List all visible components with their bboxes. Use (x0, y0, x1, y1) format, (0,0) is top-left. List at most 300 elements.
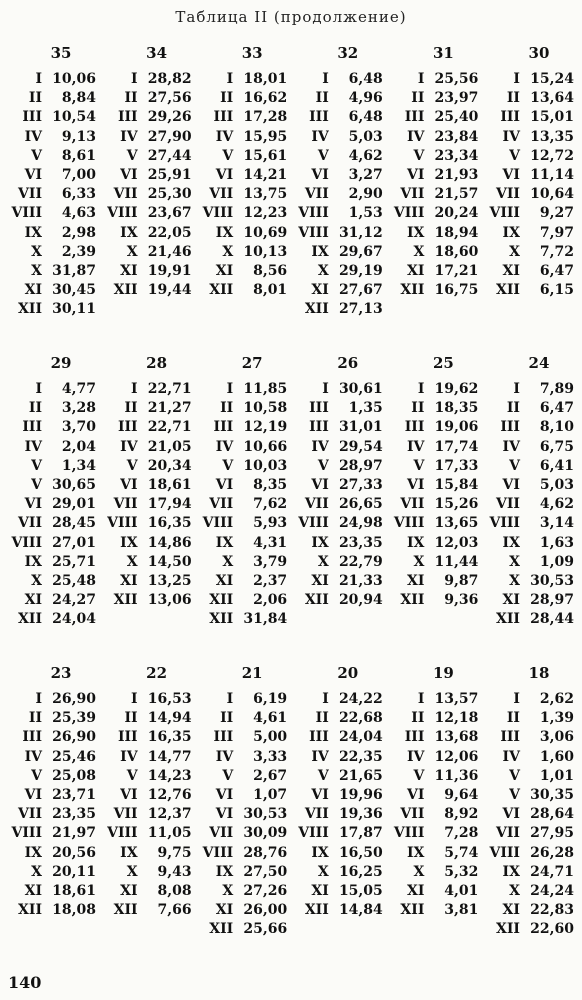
cell-value: 15,95 (243, 128, 288, 145)
cell-value: 8,84 (61, 90, 96, 107)
table-row (486, 147, 578, 166)
month-numeral: I (131, 691, 138, 707)
cell-value: 11,05 (147, 825, 192, 842)
cell-value: 1,09 (539, 553, 574, 570)
cell-value: 10,06 (52, 71, 96, 87)
cell-value: 20,11 (52, 863, 96, 880)
cell-value: 27,90 (147, 128, 192, 145)
month-numeral: II (124, 710, 138, 727)
cell-value: 1,63 (539, 534, 574, 551)
cell-value: 4,63 (61, 205, 96, 222)
cell-value: 3,28 (61, 400, 96, 417)
month-numeral: I (35, 691, 42, 707)
table-row (199, 281, 291, 300)
month-numeral: VII (496, 496, 520, 513)
table-row (390, 262, 482, 281)
month-numeral: I (417, 691, 425, 707)
table-column (199, 660, 291, 939)
table-row (486, 438, 578, 457)
table-row (104, 128, 196, 147)
table-row (295, 399, 387, 418)
cell-value: 16,35 (147, 515, 192, 532)
month-numeral: IV (311, 128, 329, 145)
cell-value: 2,37 (253, 572, 288, 589)
month-numeral: X (509, 882, 520, 899)
month-numeral: VII (400, 496, 425, 513)
month-numeral: VI (406, 786, 425, 803)
cell-value: 13,65 (434, 515, 479, 532)
cell-value: 7,62 (253, 496, 288, 513)
month-numeral: VIII (298, 825, 329, 842)
month-numeral: VI (502, 166, 520, 183)
table-row (295, 166, 387, 185)
cell-value: 6,47 (539, 400, 574, 417)
table-row (199, 166, 291, 185)
cell-value: 25,56 (434, 71, 479, 87)
cell-value: 8,35 (253, 476, 288, 493)
month-numeral: IV (215, 748, 234, 765)
month-numeral: IX (502, 534, 520, 551)
month-numeral: VII (18, 515, 42, 532)
table-row (295, 128, 387, 147)
table-row (8, 572, 100, 591)
month-numeral: III (22, 109, 42, 126)
table-row (199, 882, 291, 901)
cell-value: 24,98 (338, 515, 383, 532)
cell-value: 21,27 (147, 400, 192, 417)
table-row (104, 204, 196, 223)
column-header: 35 (50, 44, 72, 62)
table-row (295, 108, 387, 127)
month-numeral: VI (24, 786, 42, 803)
table-row (199, 399, 291, 418)
table-row (486, 805, 578, 824)
month-numeral: X (317, 262, 329, 279)
table-row (295, 591, 387, 610)
month-numeral: VI (120, 476, 138, 493)
table-row (104, 709, 196, 728)
table-row (295, 70, 387, 89)
table-row (390, 128, 482, 147)
cell-value: 10,03 (243, 457, 288, 474)
month-numeral: IV (24, 748, 42, 765)
table-row (199, 495, 291, 514)
table-row (199, 70, 291, 89)
month-numeral: VI (311, 786, 329, 803)
cell-value: 28,64 (530, 806, 574, 823)
cell-value: 23,97 (434, 90, 479, 107)
month-numeral: V (222, 147, 234, 164)
table-row (8, 147, 100, 166)
table-row (104, 166, 196, 185)
cell-value: 30,11 (52, 301, 96, 318)
month-numeral: VII (113, 806, 138, 823)
table-row (390, 709, 482, 728)
month-numeral: V (413, 147, 425, 164)
cell-value: 14,77 (147, 748, 192, 765)
cell-value: 6,19 (253, 691, 288, 707)
cell-value: 14,94 (147, 710, 192, 727)
cell-value: 9,36 (444, 592, 479, 609)
month-numeral: X (509, 553, 520, 570)
month-numeral: II (124, 90, 138, 107)
table-row (486, 553, 578, 572)
month-numeral: XII (400, 902, 425, 919)
month-numeral: VI (406, 166, 425, 183)
month-numeral: X (31, 863, 42, 880)
cell-value: 28,45 (52, 515, 96, 532)
cell-value: 24,71 (530, 863, 574, 880)
month-numeral: X (31, 243, 42, 260)
month-numeral: XII (209, 611, 234, 628)
month-numeral: II (124, 400, 138, 417)
cell-value: 23,67 (147, 205, 192, 222)
column-header: 25 (432, 354, 454, 372)
month-numeral: III (22, 419, 42, 436)
table-row (486, 572, 578, 591)
month-numeral: VII (304, 496, 329, 513)
table-row (295, 438, 387, 457)
cell-value: 25,66 (243, 921, 288, 938)
month-numeral: XII (18, 611, 42, 628)
cell-value: 24,24 (530, 882, 574, 899)
table-row (199, 476, 291, 495)
table-row (199, 204, 291, 223)
cell-value: 6,47 (539, 262, 574, 279)
month-numeral: XII (209, 282, 234, 299)
table-row (199, 380, 291, 399)
table-row (390, 844, 482, 863)
table-block-3 (8, 660, 578, 939)
table-row (104, 786, 196, 805)
cell-value: 25,48 (52, 572, 96, 589)
cell-value: 9,43 (157, 863, 192, 880)
table-row (486, 380, 578, 399)
cell-value: 27,13 (338, 301, 383, 318)
table-row (8, 128, 100, 147)
month-numeral: X (31, 572, 42, 589)
table-row (486, 534, 578, 553)
cell-value: 27,01 (52, 534, 96, 551)
table-row (104, 863, 196, 882)
month-numeral: III (309, 400, 329, 417)
cell-value: 25,40 (434, 109, 479, 126)
table-row (8, 204, 100, 223)
table-row (295, 824, 387, 843)
cell-value: 22,71 (147, 381, 192, 397)
cell-value: 19,96 (338, 786, 383, 803)
month-numeral: VIII (489, 205, 520, 222)
cell-value: 30,53 (243, 806, 288, 823)
month-numeral: X (31, 262, 42, 279)
cell-value: 3,81 (444, 902, 479, 919)
month-numeral: IV (120, 438, 138, 455)
column-header: 34 (146, 44, 168, 62)
cell-value: 19,62 (434, 381, 479, 397)
table-row (199, 147, 291, 166)
table-row (8, 553, 100, 572)
table-row (104, 690, 196, 709)
month-numeral: X (222, 243, 234, 260)
table-row (295, 748, 387, 767)
table-row (104, 767, 196, 786)
cell-value: 31,01 (338, 419, 383, 436)
month-numeral: VIII (393, 205, 425, 222)
table-row (486, 418, 578, 437)
cell-value: 6,48 (348, 71, 383, 87)
month-numeral: XI (406, 262, 425, 279)
table-row (199, 418, 291, 437)
month-numeral: IV (215, 438, 234, 455)
table-row (8, 805, 100, 824)
cell-value: 16,50 (338, 844, 383, 861)
table-row (295, 204, 387, 223)
month-numeral: VIII (107, 825, 138, 842)
cell-value: 5,93 (253, 515, 288, 532)
month-numeral: IX (502, 863, 520, 880)
table-row (486, 457, 578, 476)
month-numeral: XI (311, 882, 329, 899)
table-row (104, 728, 196, 747)
cell-value: 1,39 (539, 710, 574, 727)
month-numeral: I (513, 691, 520, 707)
month-numeral: VI (215, 806, 234, 823)
month-numeral: XI (406, 572, 425, 589)
cell-value: 16,35 (147, 729, 192, 746)
month-numeral: VIII (393, 825, 425, 842)
cell-value: 12,03 (434, 534, 479, 551)
month-numeral: II (506, 400, 520, 417)
column-header: 31 (432, 44, 454, 62)
table-column (390, 350, 482, 629)
cell-value: 26,00 (243, 902, 288, 919)
table-row (104, 70, 196, 89)
cell-value: 26,90 (52, 691, 96, 707)
cell-value: 16,25 (338, 863, 383, 880)
month-numeral: IX (502, 224, 520, 241)
column-rows (295, 380, 387, 610)
month-numeral: I (35, 71, 42, 87)
table-row (8, 70, 100, 89)
month-numeral: IX (120, 224, 138, 241)
month-numeral: VII (18, 186, 42, 203)
month-numeral: II (315, 90, 329, 107)
table-row (390, 863, 482, 882)
table-row (8, 89, 100, 108)
cell-value: 17,33 (434, 457, 479, 474)
cell-value: 7,00 (61, 166, 96, 183)
table-row (199, 185, 291, 204)
month-numeral: VI (311, 166, 329, 183)
month-numeral: VIII (298, 224, 329, 241)
cell-value: 4,77 (61, 381, 96, 397)
month-numeral: I (322, 381, 329, 397)
month-numeral: VI (24, 496, 42, 513)
month-numeral: III (213, 109, 234, 126)
table-row (295, 882, 387, 901)
cell-value: 26,28 (530, 844, 574, 861)
table-row (104, 185, 196, 204)
table-row (8, 418, 100, 437)
table-row (104, 748, 196, 767)
column-rows (486, 70, 578, 300)
cell-value: 2,06 (253, 592, 288, 609)
table-row (8, 399, 100, 418)
column-rows (104, 690, 196, 920)
cell-value: 13,57 (434, 691, 479, 707)
table-row (104, 844, 196, 863)
table-row (8, 281, 100, 300)
cell-value: 27,95 (530, 825, 574, 842)
month-numeral: XII (304, 902, 329, 919)
cell-value: 29,01 (52, 496, 96, 513)
cell-value: 2,04 (61, 438, 96, 455)
month-numeral: V (509, 786, 520, 803)
cell-value: 19,36 (338, 806, 383, 823)
table-row (104, 380, 196, 399)
table-column (8, 350, 100, 629)
cell-value: 30,09 (243, 825, 288, 842)
table-row (390, 243, 482, 262)
column-header: 33 (241, 44, 263, 62)
table-column (199, 40, 291, 319)
table-row (486, 399, 578, 418)
cell-value: 3,27 (348, 166, 383, 183)
table-row (8, 476, 100, 495)
month-numeral: VIII (107, 205, 138, 222)
column-rows (104, 70, 196, 300)
cell-value: 10,54 (52, 109, 96, 126)
cell-value: 27,56 (147, 90, 192, 107)
month-numeral: II (506, 90, 520, 107)
cell-value: 31,84 (243, 611, 288, 628)
month-numeral: XII (209, 921, 234, 938)
month-numeral: XII (496, 282, 520, 299)
table-row (8, 863, 100, 882)
column-rows (199, 70, 291, 300)
cell-value: 26,65 (338, 496, 383, 513)
month-numeral: II (220, 90, 234, 107)
month-numeral: VI (215, 476, 234, 493)
table-row (8, 300, 100, 319)
cell-value: 22,71 (147, 419, 192, 436)
cell-value: 18,35 (434, 400, 479, 417)
table-row (199, 748, 291, 767)
cell-value: 2,62 (539, 691, 574, 707)
month-numeral: X (126, 553, 138, 570)
table-column (104, 40, 196, 319)
table-row (486, 224, 578, 243)
month-numeral: V (31, 476, 42, 493)
month-numeral: VIII (11, 205, 42, 222)
cell-value: 23,35 (338, 534, 383, 551)
table-row (104, 243, 196, 262)
cell-value: 18,01 (243, 71, 288, 87)
month-numeral: XII (400, 282, 425, 299)
cell-value: 31,87 (52, 262, 96, 279)
column-rows (486, 380, 578, 629)
table-row (199, 901, 291, 920)
table-column (295, 350, 387, 629)
cell-value: 4,96 (348, 90, 383, 107)
table-row (486, 70, 578, 89)
table-row (295, 224, 387, 243)
month-numeral: IX (311, 844, 329, 861)
month-numeral: VII (496, 825, 520, 842)
table-row (104, 476, 196, 495)
month-numeral: I (417, 381, 425, 397)
month-numeral: XI (24, 592, 42, 609)
month-numeral: XI (502, 592, 520, 609)
cell-value: 27,44 (147, 147, 192, 164)
month-numeral: II (506, 710, 520, 727)
month-numeral: VI (24, 166, 42, 183)
cell-value: 18,94 (434, 224, 479, 241)
cell-value: 17,74 (434, 438, 479, 455)
table-row (104, 805, 196, 824)
cell-value: 28,97 (530, 592, 574, 609)
month-numeral: V (31, 147, 42, 164)
cell-value: 11,36 (434, 767, 479, 784)
column-rows (486, 690, 578, 939)
table-row (390, 418, 482, 437)
table-row (8, 709, 100, 728)
cell-value: 4,01 (444, 882, 479, 899)
cell-value: 18,61 (52, 882, 96, 899)
table-row (8, 457, 100, 476)
month-numeral: VII (113, 186, 138, 203)
table-column (295, 660, 387, 939)
table-row (390, 824, 482, 843)
cell-value: 21,05 (147, 438, 192, 455)
table-row (486, 243, 578, 262)
month-numeral: II (28, 710, 42, 727)
table-row (104, 572, 196, 591)
month-numeral: V (126, 457, 138, 474)
cell-value: 4,62 (539, 496, 574, 513)
table-row (104, 281, 196, 300)
cell-value: 18,60 (434, 243, 479, 260)
table-row (486, 786, 578, 805)
table-row (486, 610, 578, 629)
column-header: 28 (146, 354, 168, 372)
table-row (8, 262, 100, 281)
table-row (486, 728, 578, 747)
table-row (8, 767, 100, 786)
column-rows (104, 380, 196, 610)
month-numeral: VII (113, 496, 138, 513)
cell-value: 29,54 (338, 438, 383, 455)
table-row (8, 901, 100, 920)
table-row (295, 418, 387, 437)
table-row (8, 224, 100, 243)
month-numeral: XII (113, 902, 138, 919)
cell-value: 18,61 (147, 476, 192, 493)
table-row (295, 901, 387, 920)
cell-value: 16,62 (243, 90, 288, 107)
table-row (486, 262, 578, 281)
table-row (295, 281, 387, 300)
month-numeral: XI (120, 882, 138, 899)
table-row (390, 108, 482, 127)
column-rows (199, 690, 291, 939)
cell-value: 9,13 (61, 128, 96, 145)
table-row (8, 243, 100, 262)
month-numeral: IX (24, 844, 42, 861)
column-header: 26 (337, 354, 359, 372)
cell-value: 1,53 (348, 205, 383, 222)
cell-value: 12,76 (147, 786, 192, 803)
